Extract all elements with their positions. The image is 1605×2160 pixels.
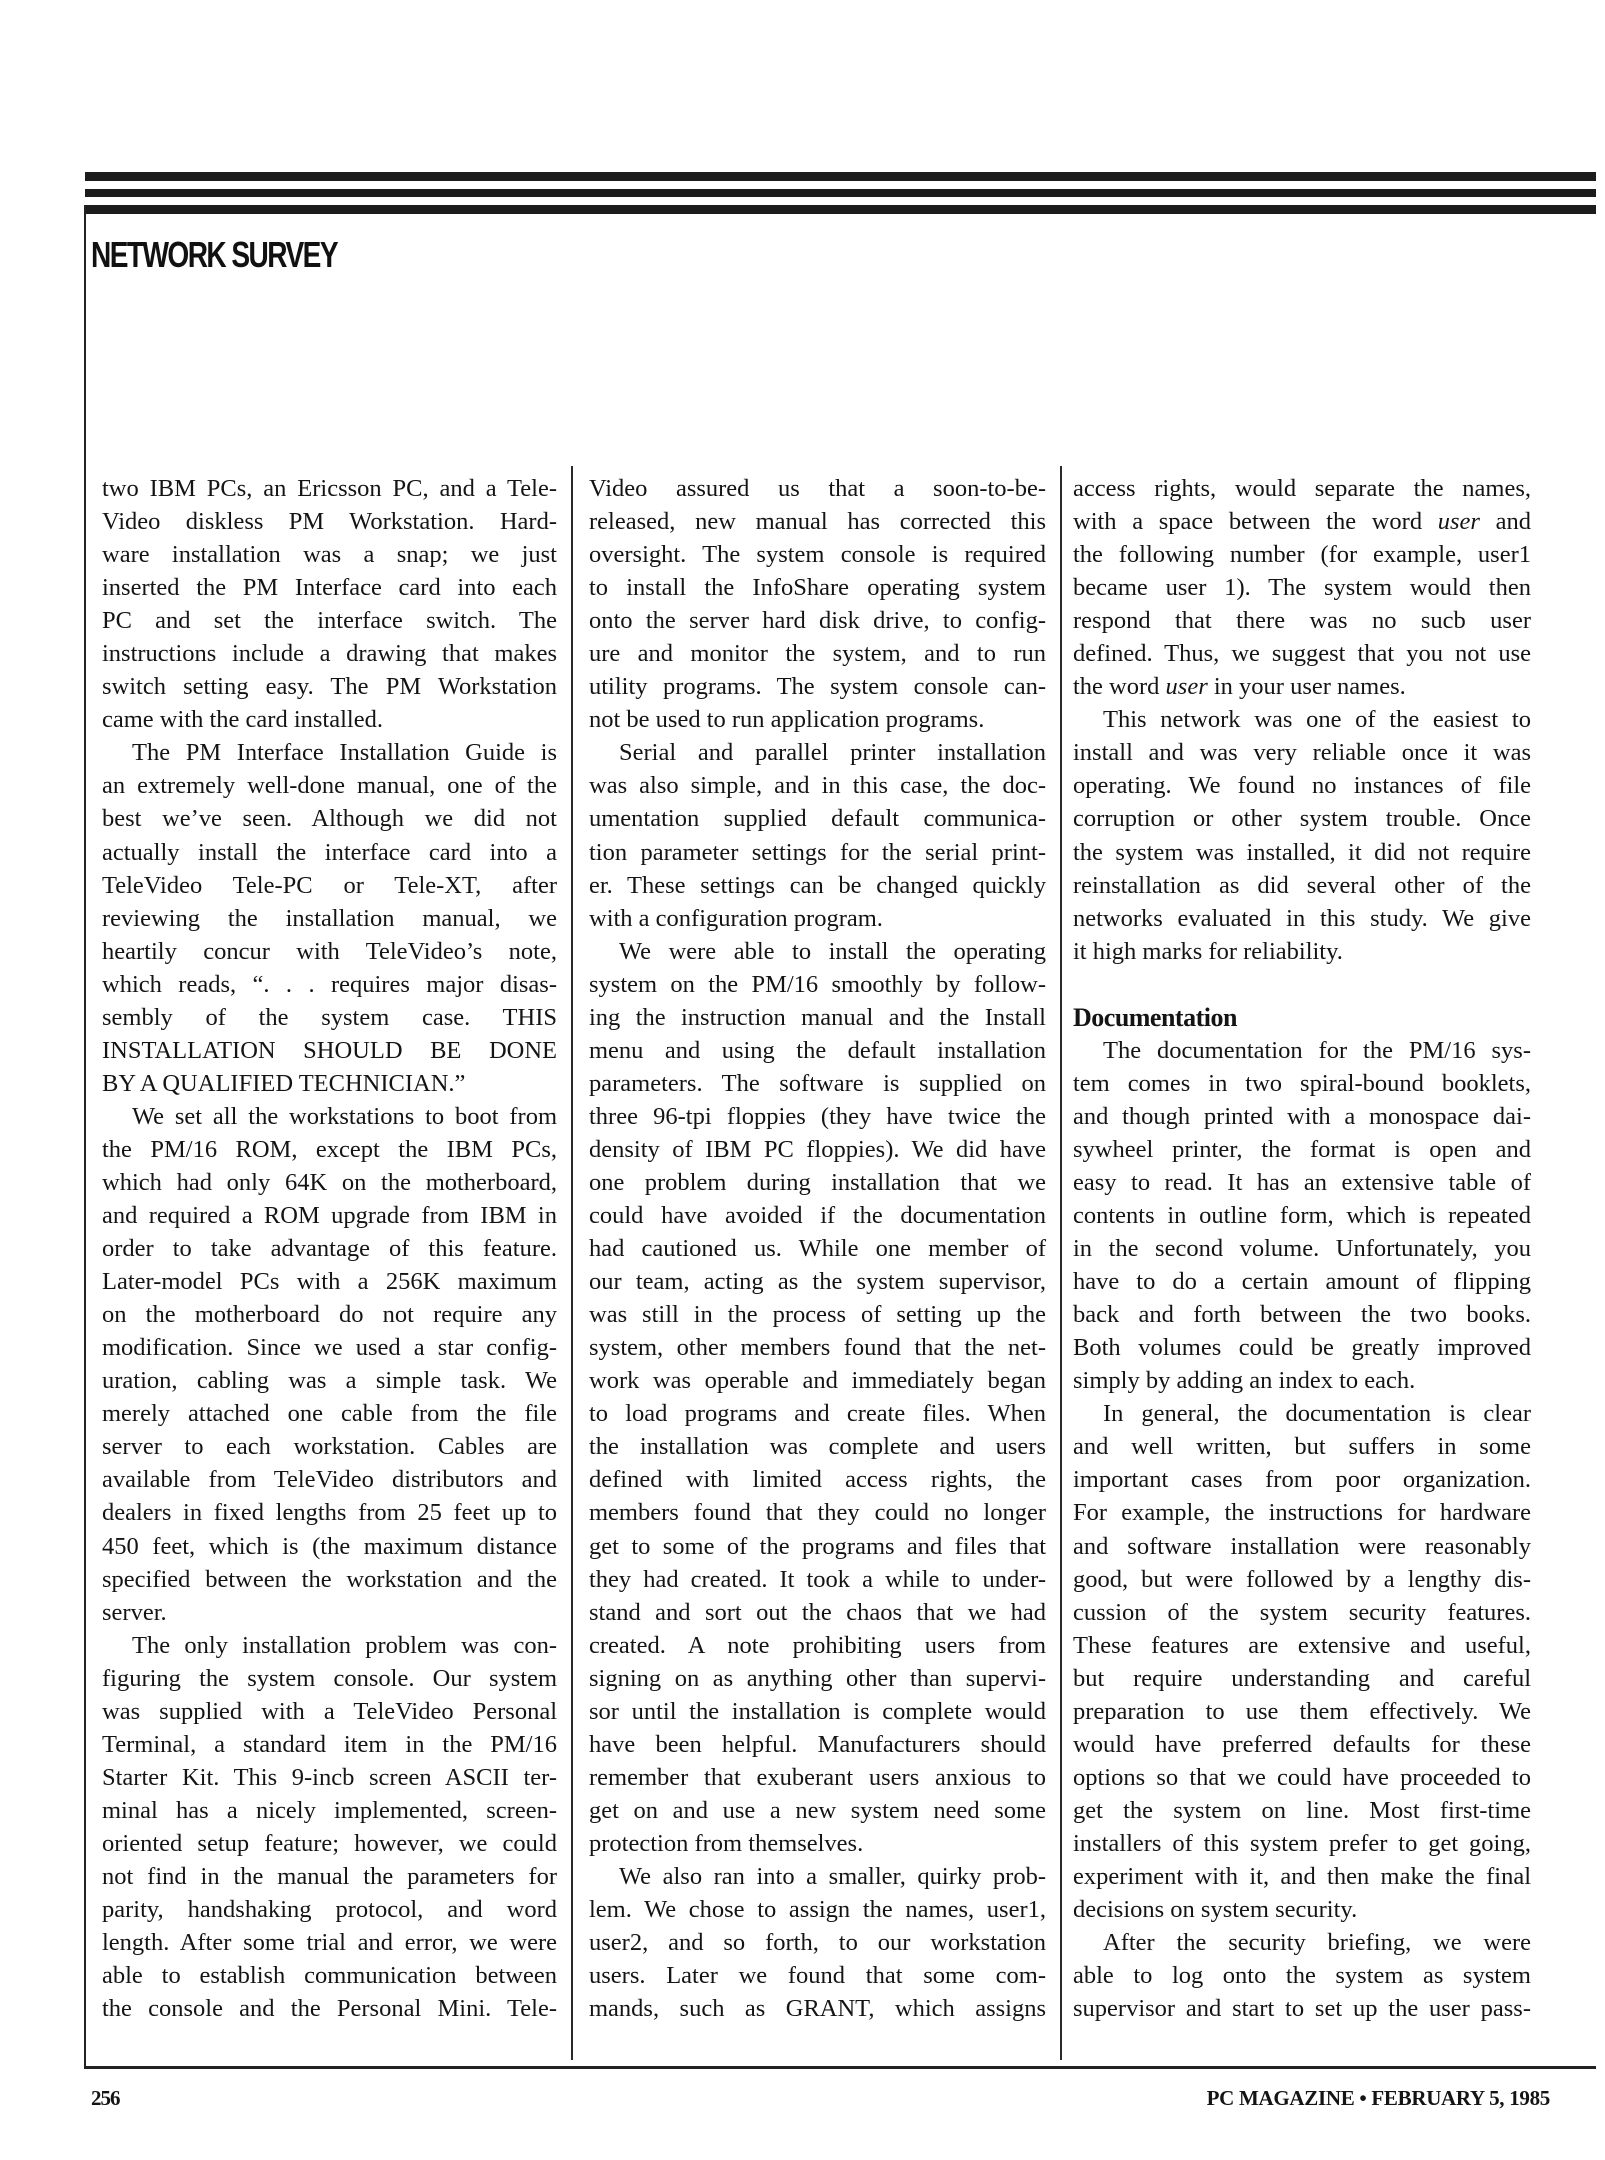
text-line: server to each workstation. Cables are	[102, 1433, 557, 1461]
text-line: respond that there was no sucb user	[1073, 607, 1531, 635]
text-line: and required a ROM upgrade from IBM in	[102, 1202, 557, 1230]
text-line: the PM/16 ROM, except the IBM PCs,	[102, 1135, 557, 1163]
text-line: was still in the process of setting up the	[589, 1301, 1046, 1329]
text-line: onto the server hard disk drive, to config-	[589, 607, 1046, 635]
text-line: protection from themselves.	[589, 1829, 864, 1857]
text-line: length. After some trial and error, we were	[102, 1929, 557, 1957]
text-line: back and forth between the two books.	[1073, 1301, 1531, 1329]
text-line: in the second volume. Unfortunately, you	[1073, 1235, 1531, 1263]
paragraph	[1073, 1397, 1531, 1926]
text-line: Both volumes could be greatly improved	[1073, 1334, 1531, 1362]
text-line: remember that exuberant users anxious to	[589, 1763, 1046, 1791]
paragraph	[102, 1629, 557, 2026]
article-column-2	[589, 472, 1046, 2025]
text-line: PC and set the interface switch. The	[102, 607, 557, 635]
text-line: Starter Kit. This 9-incb screen ASCII ter-	[102, 1763, 557, 1791]
paragraph	[589, 736, 1046, 934]
text-line: experiment with it, and then make the final	[1073, 1862, 1531, 1890]
text-line: Video diskless PM Workstation. Hard-	[102, 508, 557, 536]
text-line: merely attached one cable from the file	[102, 1400, 557, 1428]
paragraph	[589, 472, 1046, 736]
text-line: they had created. It took a while to under-	[589, 1565, 1046, 1593]
text-line: We set all the workstations to boot from	[132, 1102, 557, 1130]
text-line: reviewing the installation manual, we	[102, 904, 557, 932]
text-line: The only installation problem was con-	[132, 1631, 557, 1659]
text-line: users. Later we found that some com-	[589, 1962, 1046, 1990]
text-line: oriented setup feature; however, we could	[102, 1829, 557, 1857]
text-line: had cautioned us. While one member of	[589, 1235, 1046, 1263]
text-line: important cases from poor organization.	[1073, 1466, 1531, 1494]
text-line: Serial and parallel printer installation	[619, 739, 1046, 767]
text-line: contents in outline form, which is repeated	[1073, 1202, 1531, 1230]
text-line	[1073, 505, 1531, 538]
text-line: dealers in fixed lengths from 25 feet up to	[102, 1499, 557, 1527]
column-divider	[571, 466, 573, 2060]
magazine-issue-credit: PC MAGAZINE • FEBRUARY 5, 1985	[1206, 2086, 1550, 2110]
text-line: became user 1). The system would then	[1073, 574, 1531, 602]
text-line: able to log onto the system as system	[1073, 1962, 1531, 1990]
text-line: sywheel printer, the format is open and	[1073, 1135, 1531, 1163]
spacer	[1073, 968, 1531, 1001]
text-line: networks evaluated in this study. We give	[1073, 904, 1531, 932]
text-line: would have preferred defaults for these	[1073, 1730, 1531, 1758]
italic-term: user	[1165, 673, 1208, 701]
text-line: cussion of the system security features.	[1073, 1598, 1531, 1626]
text-line: was also simple, and in this case, the doc-	[589, 772, 1046, 800]
text-line: reinstallation as did several other of the	[1073, 871, 1531, 899]
text-line: have to do a certain amount of flipping	[1073, 1268, 1531, 1296]
article-column-1	[102, 472, 557, 2025]
paragraph	[102, 1100, 557, 1629]
header-rule-bottom	[85, 205, 1596, 214]
section-title: NETWORK SURVEY	[91, 234, 337, 275]
text-line: an extremely well-done manual, one of the	[102, 772, 557, 800]
page-left-border	[84, 205, 86, 2069]
text-line: and well written, but suffers in some	[1073, 1433, 1531, 1461]
text-line: two IBM PCs, an Ericsson PC, and a Tele-	[102, 475, 557, 502]
text-line: system on the PM/16 smoothly by follow-	[589, 970, 1046, 998]
text-line: and though printed with a monospace dai-	[1073, 1102, 1531, 1130]
text-segment: in your user names.	[1207, 673, 1406, 701]
text-line: mands, such as GRANT, which assigns	[589, 1995, 1046, 2023]
text-line: the installation was complete and users	[589, 1433, 1046, 1461]
text-line: tem comes in two spiral-bound booklets,	[1073, 1069, 1531, 1097]
text-line: stand and sort out the chaos that we had	[589, 1598, 1046, 1626]
text-line: sor until the installation is complete would	[589, 1697, 1046, 1725]
text-line: 450 feet, which is (the maximum distance	[102, 1532, 557, 1560]
text-line: oversight. The system console is required	[589, 541, 1046, 569]
article-column-3	[1073, 472, 1531, 2025]
text-line: signing on as anything other than supervi-	[589, 1664, 1046, 1692]
text-line: We also ran into a smaller, quirky prob-	[619, 1862, 1046, 1890]
text-line: members found that they could no longer	[589, 1499, 1046, 1527]
text-line: best we’ve seen. Although we did not	[102, 805, 557, 833]
text-line: not be used to run application programs.	[589, 706, 985, 734]
page-number: 256	[91, 2086, 120, 2110]
text-line: For example, the instructions for hardware	[1073, 1499, 1531, 1527]
text-line: which reads, “. . . requires major disas-	[102, 970, 557, 998]
paragraph	[589, 1860, 1046, 2025]
text-line: was supplied with a TeleVideo Personal	[102, 1697, 557, 1725]
text-line: instructions include a drawing that makes	[102, 640, 557, 668]
text-line: created. A note prohibiting users from	[589, 1631, 1046, 1659]
text-segment: with a space between the word	[1073, 508, 1438, 536]
text-line: figuring the system console. Our system	[102, 1664, 557, 1692]
text-line: TeleVideo Tele-PC or Tele-XT, after	[102, 871, 557, 899]
paragraph	[102, 472, 557, 736]
text-line: one problem during installation that we	[589, 1168, 1046, 1196]
text-segment: the word	[1073, 673, 1166, 701]
text-line: install and was very reliable once it was	[1073, 739, 1531, 767]
text-line: our team, acting as the system supervisor,	[589, 1268, 1046, 1296]
text-line: minal has a nicely implemented, screen-	[102, 1796, 557, 1824]
text-line: installers of this system prefer to get going,	[1073, 1829, 1531, 1857]
text-line: released, new manual has corrected this	[589, 508, 1046, 536]
text-line: have been helpful. Manufacturers should	[589, 1730, 1046, 1758]
text-line: options so that we could have proceeded to	[1073, 1763, 1531, 1791]
text-line: to install the InfoShare operating system	[589, 574, 1046, 602]
italic-term: user	[1437, 508, 1480, 536]
text-line: the console and the Personal Mini. Tele-	[102, 1995, 557, 2023]
text-line: user2, and so forth, to our workstation	[589, 1929, 1046, 1957]
text-line: We were able to install the operating	[619, 937, 1046, 965]
text-line: simply by adding an index to each.	[1073, 1367, 1416, 1395]
text-line: inserted the PM Interface card into each	[102, 574, 557, 602]
text-line: ing the instruction manual and the Install	[589, 1003, 1046, 1031]
text-line: get to some of the programs and files that	[589, 1532, 1046, 1560]
text-line: specified between the workstation and the	[102, 1565, 557, 1593]
text-line: defined. Thus, we suggest that you not use	[1073, 640, 1531, 668]
text-line: preparation to use them effectively. We	[1073, 1697, 1531, 1725]
text-line: tion parameter settings for the serial print-	[589, 838, 1046, 866]
text-line: In general, the documentation is clear	[1103, 1400, 1531, 1428]
text-line: ware installation was a snap; we just	[102, 541, 557, 569]
text-line: supervisor and start to set up the user pass-	[1073, 1995, 1531, 2023]
text-line: with a configuration program.	[589, 904, 883, 932]
text-line: operating. We found no instances of file	[1073, 772, 1531, 800]
footer-rule	[85, 2066, 1596, 2069]
text-line: could have avoided if the documentation	[589, 1202, 1046, 1230]
text-line: Terminal, a standard item in the PM/16	[102, 1730, 557, 1758]
text-line: The PM Interface Installation Guide is	[132, 739, 557, 767]
text-line: sembly of the system case. THIS	[102, 1003, 557, 1031]
text-line: it high marks for reliability.	[1073, 937, 1343, 965]
text-line: able to establish communication between	[102, 1962, 557, 1990]
text-line: After the security briefing, we were	[1103, 1929, 1531, 1957]
text-line: modification. Since we used a star config-	[102, 1334, 557, 1362]
header-rule-middle	[85, 189, 1596, 197]
text-line: uration, cabling was a simple task. We	[102, 1367, 557, 1395]
text-line: not find in the manual the parameters for	[102, 1862, 557, 1890]
paragraph	[1073, 1034, 1531, 1398]
text-line: parity, handshaking protocol, and word	[102, 1896, 557, 1924]
text-line: umentation supplied default communica-	[589, 805, 1046, 833]
text-line: system, other members found that the net-	[589, 1334, 1046, 1362]
text-line: which had only 64K on the motherboard,	[102, 1168, 557, 1196]
text-line: actually install the interface card into a	[102, 838, 557, 866]
text-line: decisions on system security.	[1073, 1896, 1358, 1924]
text-line: INSTALLATION SHOULD BE DONE	[102, 1036, 557, 1064]
text-line: BY A QUALIFIED TECHNICIAN.”	[102, 1069, 466, 1097]
text-line: heartily concur with TeleVideo’s note,	[102, 937, 557, 965]
text-line: ure and monitor the system, and to run	[589, 640, 1046, 668]
text-line: get on and use a new system need some	[589, 1796, 1046, 1824]
text-line: switch setting easy. The PM Workstation	[102, 673, 557, 701]
text-line: but require understanding and careful	[1073, 1664, 1531, 1692]
text-line: These features are extensive and useful,	[1073, 1631, 1531, 1659]
text-line: defined with limited access rights, the	[589, 1466, 1046, 1494]
text-line: This network was one of the easiest to	[1103, 706, 1531, 734]
text-line	[1073, 670, 1531, 703]
text-line: er. These settings can be changed quickly	[589, 871, 1046, 899]
text-line: good, but were followed by a lengthy dis-	[1073, 1565, 1531, 1593]
text-line: the system was installed, it did not require	[1073, 838, 1531, 866]
text-line: came with the card installed.	[102, 706, 383, 734]
text-line: available from TeleVideo distributors and	[102, 1466, 557, 1494]
text-line: to load programs and create files. When	[589, 1400, 1046, 1428]
text-line: access rights, would separate the names,	[1073, 475, 1531, 502]
paragraph	[1073, 703, 1531, 967]
text-line: corruption or other system trouble. Once	[1073, 805, 1531, 833]
paragraph	[102, 736, 557, 1100]
text-line: Later-model PCs with a 256K maximum	[102, 1268, 557, 1296]
text-line: menu and using the default installation	[589, 1036, 1046, 1064]
text-line: Video assured us that a soon-to-be-	[589, 475, 1046, 502]
subheading: Documentation	[1073, 1002, 1237, 1032]
text-line: the following number (for example, user1	[1073, 541, 1531, 569]
paragraph	[1073, 472, 1531, 703]
paragraph	[589, 935, 1046, 1860]
text-line: parameters. The software is supplied on	[589, 1069, 1046, 1097]
text-line: get the system on line. Most first-time	[1073, 1796, 1531, 1824]
text-line: order to take advantage of this feature.	[102, 1235, 557, 1263]
text-line: utility programs. The system console can-	[589, 673, 1046, 701]
text-line: density of IBM PC floppies). We did have	[589, 1135, 1046, 1163]
text-line: work was operable and immediately began	[589, 1367, 1046, 1395]
text-line: on the motherboard do not require any	[102, 1301, 557, 1329]
header-rule-top	[85, 172, 1596, 181]
text-segment: and	[1479, 508, 1531, 536]
text-line: three 96-tpi floppies (they have twice the	[589, 1102, 1046, 1130]
text-line: easy to read. It has an extensive table of	[1073, 1168, 1531, 1196]
text-line: lem. We chose to assign the names, user1,	[589, 1896, 1046, 1924]
paragraph	[1073, 1926, 1531, 2025]
text-line: and software installation were reasonably	[1073, 1532, 1531, 1560]
column-divider	[1060, 466, 1062, 2060]
text-line: server.	[102, 1598, 167, 1626]
text-line: The documentation for the PM/16 sys-	[1103, 1036, 1531, 1064]
